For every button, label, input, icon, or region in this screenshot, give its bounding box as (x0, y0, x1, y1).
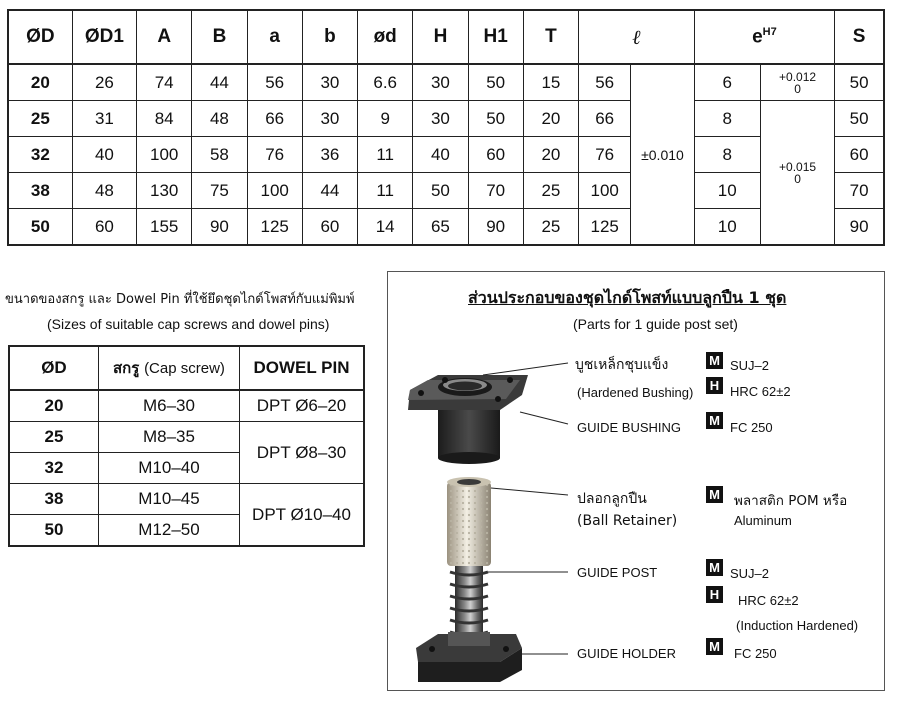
e-tol-upper: +0.015 (779, 159, 817, 174)
cell-D1: 48 (72, 173, 136, 209)
material-suj2-bushing: SUJ–2 (730, 358, 770, 373)
header-B: B (192, 10, 247, 64)
guide-holder-image (416, 632, 522, 682)
header-d: ød (358, 10, 413, 64)
material-fc250-holder: FC 250 (734, 646, 777, 661)
material-badge-m: M (706, 486, 723, 503)
e-tol-lower: 0 (794, 171, 801, 186)
cell-D: 50 (8, 209, 72, 246)
e-tol-upper: +0.012 (779, 69, 817, 84)
table-row (9, 422, 364, 453)
header-A: A (137, 10, 192, 64)
guide-holder-label: GUIDE HOLDER (577, 646, 676, 661)
cell-S: 50 (835, 101, 884, 137)
dowel-cell: DPT Ø10–40 (240, 484, 364, 547)
cell-d: 11 (358, 173, 413, 209)
header-T: T (523, 10, 578, 64)
cell-b: 60 (302, 209, 357, 246)
hardness-post: HRC 62±2 (738, 593, 799, 608)
screw-cell-screw: M6–30 (98, 390, 239, 422)
cell-B: 90 (192, 209, 247, 246)
cell-e: 10 (694, 173, 760, 209)
guide-post-label: GUIDE POST (577, 565, 658, 580)
cell-B: 75 (192, 173, 247, 209)
screw-cell-D: 20 (9, 390, 98, 422)
cell-H: 50 (413, 173, 468, 209)
header-e-superscript: H7 (762, 25, 777, 38)
parts-title: ส่วนประกอบของชุดไกด์โพสท์แบบลูกปืน 1 ชุด (468, 288, 787, 307)
cell-A: 155 (137, 209, 192, 246)
cell-D: 38 (8, 173, 72, 209)
cell-d: 14 (358, 209, 413, 246)
cell-l: 66 (579, 101, 631, 137)
cell-D1: 31 (72, 101, 136, 137)
cell-H: 65 (413, 209, 468, 246)
material-pom: พลาสติก POM หรือ (734, 493, 848, 509)
cell-a: 56 (247, 64, 302, 101)
cell-S: 90 (835, 209, 884, 246)
cell-S: 50 (835, 64, 884, 101)
screw-caption-english: (Sizes of suitable cap screws and dowel pins) (47, 316, 330, 332)
screw-cell-screw: M12–50 (98, 515, 239, 547)
spec-header-row (8, 10, 884, 64)
screw-header-row (9, 346, 364, 390)
header-a: a (247, 10, 302, 64)
header-e-letter: e (752, 26, 763, 48)
bushing-label-thai: บูชเหล็กชุบแข็ง (575, 357, 669, 373)
retainer-label-english: (Ball Retainer) (577, 513, 678, 529)
cell-b: 30 (302, 101, 357, 137)
material-fc250-bushing: FC 250 (730, 420, 773, 435)
material-aluminum: Aluminum (734, 513, 792, 528)
screw-header-D: ØD (9, 346, 98, 390)
cell-S: 60 (835, 137, 884, 173)
cell-T: 15 (523, 64, 578, 101)
cell-a: 76 (247, 137, 302, 173)
cell-A: 100 (137, 137, 192, 173)
table-row (8, 137, 884, 173)
cell-T: 25 (523, 209, 578, 246)
material-suj2-post: SUJ–2 (730, 566, 770, 581)
cell-D: 25 (8, 101, 72, 137)
cell-a: 125 (247, 209, 302, 246)
screw-header-english: (Cap screw) (144, 360, 225, 377)
cell-e: 10 (694, 209, 760, 246)
cell-H1: 50 (468, 64, 523, 101)
cell-S: 70 (835, 173, 884, 209)
induction-hardened-note: (Induction Hardened) (736, 618, 859, 633)
cell-H1: 90 (468, 209, 523, 246)
cell-B: 58 (192, 137, 247, 173)
screw-cell-D: 38 (9, 484, 98, 515)
guide-bushing-image (408, 375, 528, 464)
header-H: H (413, 10, 468, 64)
cell-H: 30 (413, 101, 468, 137)
cell-T: 25 (523, 173, 578, 209)
cell-H: 40 (413, 137, 468, 173)
ball-retainer-image (447, 477, 491, 566)
cell-A: 130 (137, 173, 192, 209)
cell-e: 8 (694, 137, 760, 173)
e-tol-lower: 0 (794, 81, 801, 96)
material-badge-m: M (706, 352, 723, 369)
cell-b: 36 (302, 137, 357, 173)
cell-a: 100 (247, 173, 302, 209)
cell-D1: 60 (72, 209, 136, 246)
hardness-badge-h: H (706, 377, 723, 394)
cell-H: 30 (413, 64, 468, 101)
cell-H1: 70 (468, 173, 523, 209)
guide-bushing-label: GUIDE BUSHING (577, 420, 682, 435)
cell-D1: 26 (72, 64, 136, 101)
header-S: S (835, 10, 884, 64)
parts-panel (387, 271, 885, 691)
parts-subtitle: (Parts for 1 guide post set) (573, 316, 738, 332)
cell-d: 11 (358, 137, 413, 173)
cell-l-tolerance: ±0.010 (631, 64, 694, 245)
cell-B: 48 (192, 101, 247, 137)
cell-T: 20 (523, 101, 578, 137)
table-row (9, 390, 364, 422)
material-badge-m: M (706, 638, 723, 655)
table-row (9, 484, 364, 515)
screw-cell-screw: M10–45 (98, 484, 239, 515)
cell-d: 9 (358, 101, 413, 137)
table-row (8, 173, 884, 209)
cell-d: 6.6 (358, 64, 413, 101)
cell-A: 74 (137, 64, 192, 101)
screw-header-dowel: DOWEL PIN (240, 346, 364, 390)
cell-l: 76 (579, 137, 631, 173)
cell-D1: 40 (72, 137, 136, 173)
screw-table (8, 345, 365, 547)
screw-cell-screw: M10–40 (98, 453, 239, 484)
cell-l: 125 (579, 209, 631, 246)
hardness-bushing: HRC 62±2 (730, 384, 791, 399)
header-l: ℓ (579, 10, 695, 64)
dowel-cell: DPT Ø8–30 (240, 422, 364, 484)
material-badge-m: M (706, 559, 723, 576)
dowel-cell: DPT Ø6–20 (240, 390, 364, 422)
cell-A: 84 (137, 101, 192, 137)
guide-post-image (450, 566, 488, 640)
cell-b: 44 (302, 173, 357, 209)
cell-H1: 60 (468, 137, 523, 173)
header-D1: ØD1 (72, 10, 136, 64)
cell-l: 56 (579, 64, 631, 101)
cell-e-tolerance-first (760, 64, 834, 101)
table-row (8, 101, 884, 137)
bushing-label-english: (Hardened Bushing) (577, 385, 694, 400)
cell-l: 100 (579, 173, 631, 209)
cell-a: 66 (247, 101, 302, 137)
cell-e: 6 (694, 64, 760, 101)
header-H1: H1 (468, 10, 523, 64)
header-b: b (302, 10, 357, 64)
header-e (694, 10, 835, 64)
cell-e: 8 (694, 101, 760, 137)
screw-cell-D: 50 (9, 515, 98, 547)
cell-D: 32 (8, 137, 72, 173)
cell-e-tolerance-rest (760, 101, 834, 246)
spec-table (7, 9, 885, 246)
cell-b: 30 (302, 64, 357, 101)
screw-header-thai: สกรู (113, 359, 140, 377)
table-row (8, 64, 884, 101)
cell-H1: 50 (468, 101, 523, 137)
screw-cell-D: 25 (9, 422, 98, 453)
cell-T: 20 (523, 137, 578, 173)
screw-caption-thai: ขนาดของสกรู และ Dowel Pin ที่ใช้ยึดชุดไกด์โพสท์กับแม่พิมพ์ (5, 292, 355, 307)
cell-D: 20 (8, 64, 72, 101)
material-badge-m: M (706, 412, 723, 429)
screw-header-cap-screw (98, 346, 239, 390)
screw-cell-D: 32 (9, 453, 98, 484)
screw-cell-screw: M8–35 (98, 422, 239, 453)
retainer-label-thai: ปลอกลูกปืน (577, 491, 647, 507)
cell-B: 44 (192, 64, 247, 101)
table-row (8, 209, 884, 246)
header-D: ØD (8, 10, 72, 64)
hardness-badge-h: H (706, 586, 723, 603)
